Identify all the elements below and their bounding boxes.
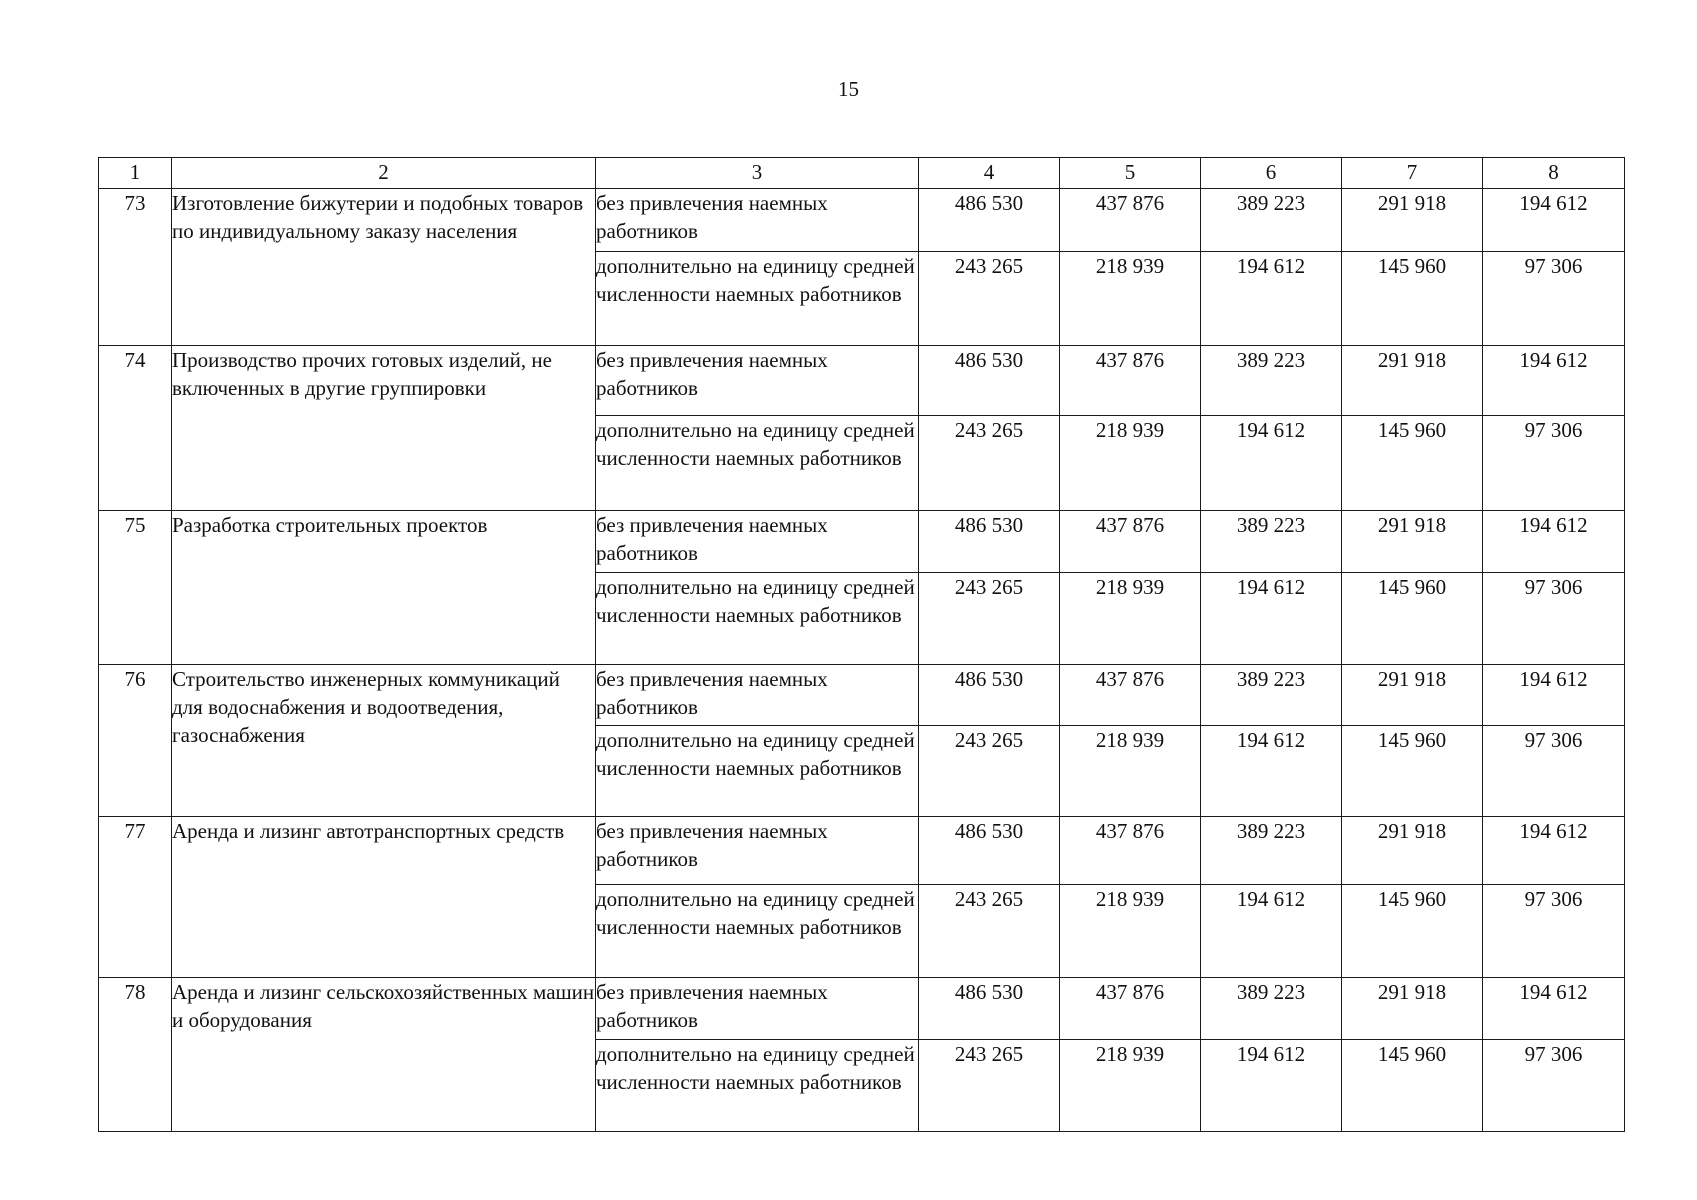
value-cell: 218 939 (1060, 726, 1201, 817)
value-cell: 218 939 (1060, 1040, 1201, 1132)
value-cell: 243 265 (919, 885, 1060, 978)
table-row (99, 346, 1625, 416)
value-cell: 97 306 (1483, 1040, 1625, 1132)
value-cell: 291 918 (1342, 511, 1483, 573)
value-cell: 243 265 (919, 726, 1060, 817)
value-cell: 486 530 (919, 665, 1060, 726)
column-header: 4 (919, 158, 1060, 189)
column-header: 2 (172, 158, 596, 189)
value-cell: 97 306 (1483, 726, 1625, 817)
value-cell: 243 265 (919, 252, 1060, 346)
value-cell: 218 939 (1060, 252, 1201, 346)
value-cell: 145 960 (1342, 726, 1483, 817)
activity-name: Аренда и лизинг автотранспортных средств (172, 817, 596, 978)
value-cell: 437 876 (1060, 817, 1201, 885)
value-cell: 194 612 (1201, 252, 1342, 346)
value-cell: 437 876 (1060, 346, 1201, 416)
value-cell: 194 612 (1201, 416, 1342, 511)
page-number: 15 (838, 77, 859, 101)
column-header: 3 (596, 158, 919, 189)
value-cell: 486 530 (919, 978, 1060, 1040)
condition-label: дополнительно на единицу средней численности наемных работников (596, 726, 919, 817)
value-cell: 97 306 (1483, 573, 1625, 665)
value-cell: 243 265 (919, 1040, 1060, 1132)
value-cell: 145 960 (1342, 1040, 1483, 1132)
value-cell: 437 876 (1060, 189, 1201, 252)
value-cell: 97 306 (1483, 252, 1625, 346)
value-cell: 145 960 (1342, 252, 1483, 346)
value-cell: 389 223 (1201, 346, 1342, 416)
activity-name: Строительство инженерных коммуникаций для водоснабжения и водоотведения, газоснабжения (172, 665, 596, 817)
condition-label: без привлечения наемных работников (596, 189, 919, 252)
value-cell: 389 223 (1201, 978, 1342, 1040)
table-row (99, 189, 1625, 252)
value-cell: 218 939 (1060, 885, 1201, 978)
value-cell: 243 265 (919, 573, 1060, 665)
row-number: 78 (99, 978, 172, 1132)
value-cell: 194 612 (1483, 817, 1625, 885)
value-cell: 194 612 (1201, 885, 1342, 978)
condition-label: дополнительно на единицу средней численности наемных работников (596, 1040, 919, 1132)
value-cell: 194 612 (1483, 978, 1625, 1040)
value-cell: 194 612 (1483, 346, 1625, 416)
row-number: 76 (99, 665, 172, 817)
value-cell: 145 960 (1342, 416, 1483, 511)
table-row (99, 511, 1625, 573)
table-row (99, 817, 1625, 885)
value-cell: 389 223 (1201, 665, 1342, 726)
column-header: 1 (99, 158, 172, 189)
condition-label: без привлечения наемных работников (596, 978, 919, 1040)
value-cell: 291 918 (1342, 978, 1483, 1040)
condition-label: без привлечения наемных работников (596, 346, 919, 416)
value-cell: 145 960 (1342, 885, 1483, 978)
condition-label: дополнительно на единицу средней численности наемных работников (596, 885, 919, 978)
value-cell: 194 612 (1483, 665, 1625, 726)
column-header: 5 (1060, 158, 1201, 189)
value-cell: 145 960 (1342, 573, 1483, 665)
value-cell: 291 918 (1342, 817, 1483, 885)
table-row (99, 665, 1625, 726)
value-cell: 486 530 (919, 511, 1060, 573)
value-cell: 437 876 (1060, 978, 1201, 1040)
row-number: 73 (99, 189, 172, 346)
condition-label: без привлечения наемных работников (596, 511, 919, 573)
value-cell: 194 612 (1201, 573, 1342, 665)
row-number: 75 (99, 511, 172, 665)
value-cell: 194 612 (1201, 1040, 1342, 1132)
condition-label: дополнительно на единицу средней численности наемных работников (596, 416, 919, 511)
value-cell: 97 306 (1483, 416, 1625, 511)
condition-label: дополнительно на единицу средней численности наемных работников (596, 573, 919, 665)
value-cell: 218 939 (1060, 416, 1201, 511)
value-cell: 437 876 (1060, 665, 1201, 726)
value-cell: 243 265 (919, 416, 1060, 511)
value-cell: 437 876 (1060, 511, 1201, 573)
activity-name: Разработка строительных проектов (172, 511, 596, 665)
value-cell: 389 223 (1201, 817, 1342, 885)
column-header: 6 (1201, 158, 1342, 189)
value-cell: 194 612 (1483, 511, 1625, 573)
activity-name: Производство прочих готовых изделий, не включенных в другие группировки (172, 346, 596, 511)
row-number: 77 (99, 817, 172, 978)
condition-label: дополнительно на единицу средней численности наемных работников (596, 252, 919, 346)
activity-name: Аренда и лизинг сельскохозяйственных машин и оборудования (172, 978, 596, 1132)
value-cell: 389 223 (1201, 189, 1342, 252)
value-cell: 486 530 (919, 346, 1060, 416)
row-number: 74 (99, 346, 172, 511)
column-header: 7 (1342, 158, 1483, 189)
value-cell: 194 612 (1483, 189, 1625, 252)
header-row (99, 158, 1625, 189)
value-cell: 218 939 (1060, 573, 1201, 665)
condition-label: без привлечения наемных работников (596, 817, 919, 885)
condition-label: без привлечения наемных работников (596, 665, 919, 726)
tariff-table (98, 157, 1625, 1132)
table-row (99, 978, 1625, 1040)
value-cell: 97 306 (1483, 885, 1625, 978)
activity-name: Изготовление бижутерии и подобных товаров по индивидуальному заказу населения (172, 189, 596, 346)
value-cell: 291 918 (1342, 189, 1483, 252)
value-cell: 194 612 (1201, 726, 1342, 817)
value-cell: 389 223 (1201, 511, 1342, 573)
value-cell: 486 530 (919, 189, 1060, 252)
value-cell: 486 530 (919, 817, 1060, 885)
column-header: 8 (1483, 158, 1625, 189)
value-cell: 291 918 (1342, 665, 1483, 726)
value-cell: 291 918 (1342, 346, 1483, 416)
